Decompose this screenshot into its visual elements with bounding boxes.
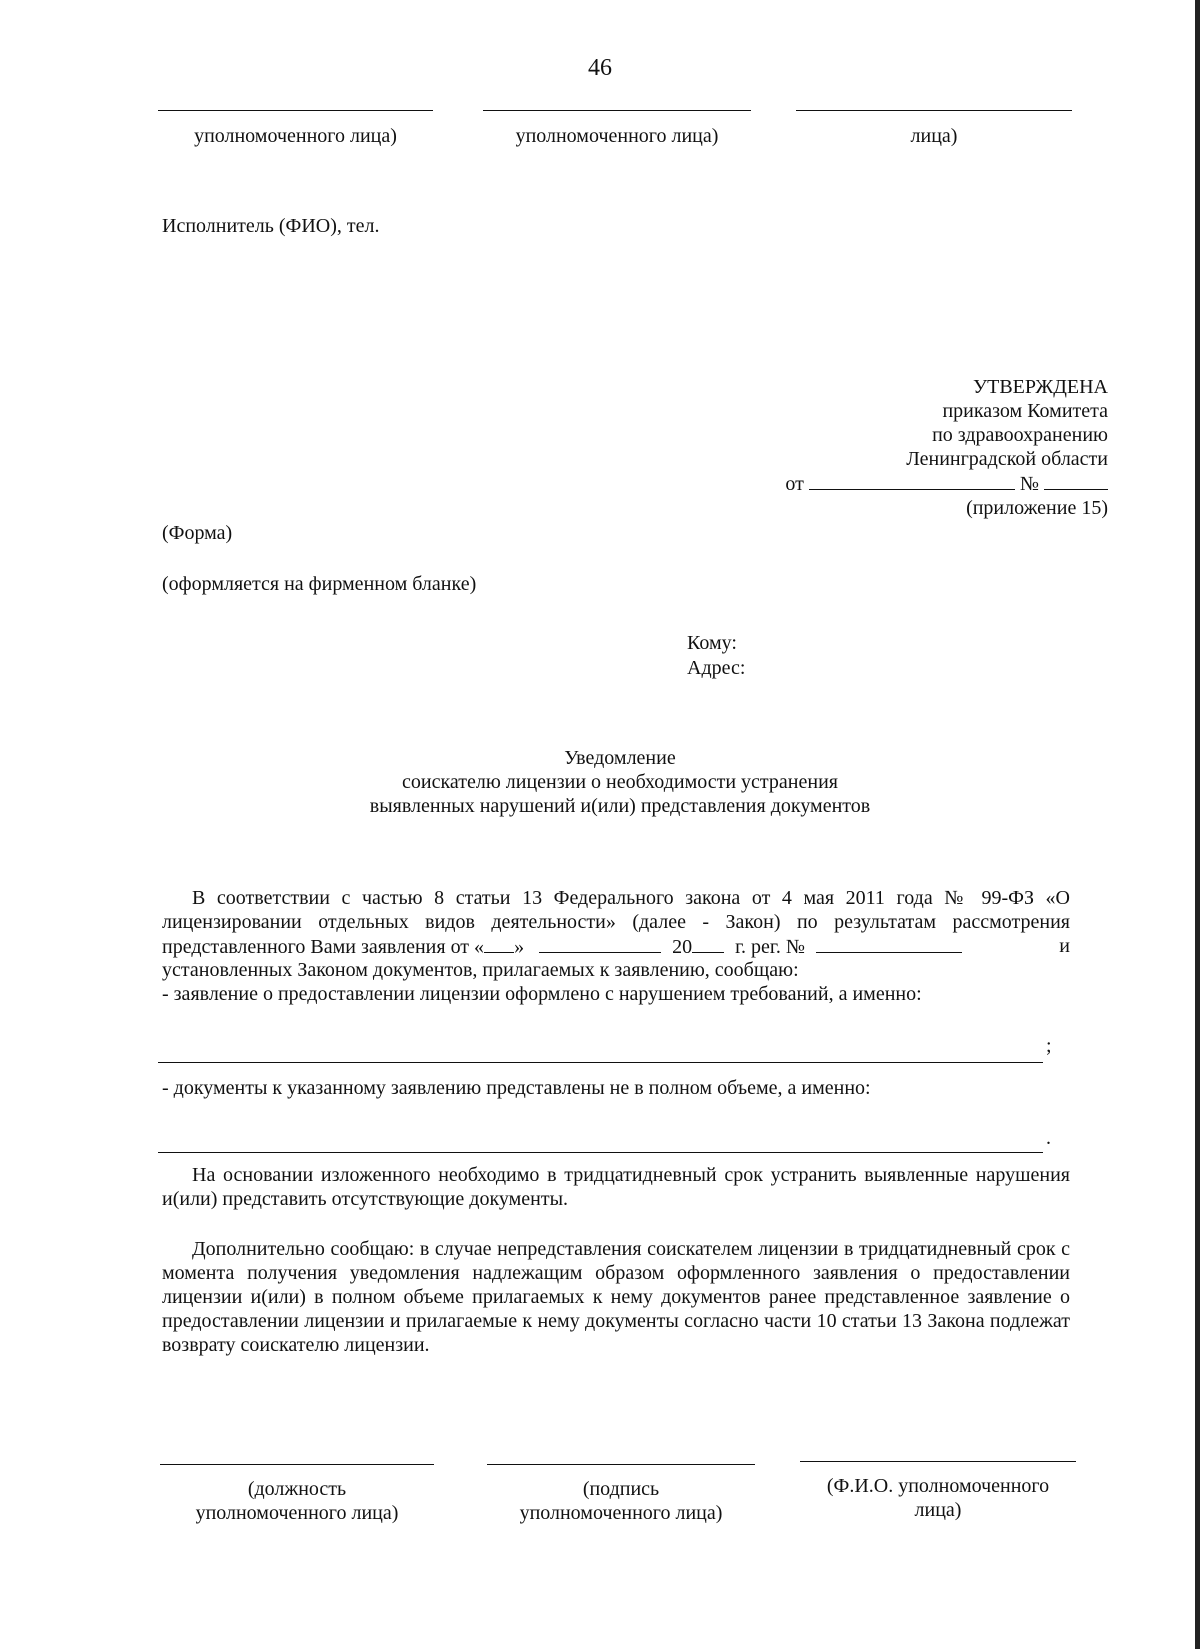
recipient-address: Адрес: (687, 657, 746, 679)
day-blank (484, 934, 514, 953)
name-caption-line-2: лица) (914, 1499, 962, 1521)
paragraph-1-line-3 (162, 934, 1070, 959)
approval-number-blank (1044, 471, 1108, 490)
item-1-text: - заявление о предоставлении лицензии оформлено с нарушением требований, а именно: (162, 983, 922, 1005)
top-signature-line-2 (483, 110, 751, 111)
top-signature-caption-1: уполномоченного лица) (194, 125, 397, 147)
item-2-fill-line (158, 1152, 1043, 1153)
bottom-signature-line-3 (800, 1461, 1076, 1462)
bottom-signature-line-1 (160, 1464, 434, 1465)
approval-title: УТВЕРЖДЕНА (972, 376, 1108, 398)
letterhead-note: (оформляется на фирменном бланке) (162, 573, 477, 595)
signature-caption-line-2: уполномоченного лица) (519, 1502, 723, 1524)
approval-line-1: приказом Комитета (942, 400, 1108, 422)
position-caption-line-2: уполномоченного лица) (195, 1502, 399, 1524)
page-number: 46 (588, 55, 612, 81)
top-signature-line-3 (796, 110, 1072, 111)
registration-number-blank (816, 934, 962, 953)
paragraph-2: На основании изложенного необходимо в тридцатидневный срок устранить выявленные нарушения и(или) представить отсутствующие документы. (162, 1164, 1070, 1210)
approval-from-label: от (785, 473, 804, 495)
notice-title: Уведомление (564, 747, 676, 769)
month-blank (539, 934, 661, 953)
notice-subtitle-2: выявленных нарушений и(или) представления документов (369, 795, 871, 817)
paragraph-1-line-1: В соответствии с частью 8 статьи 13 Федерального закона от 4 мая 2011 года № 99-ФЗ «О (192, 887, 1070, 909)
item-2-period: . (1046, 1127, 1051, 1149)
registration-label: г. рег. № (735, 936, 805, 958)
paragraph-3: Дополнительно сообщаю: в случае непредставления соискателем лицензии в тридцатидневный срок с момента получения уведомления надлежащим образом оформленного заявления о предоставлении лицензии и(или) в полном объеме прилагаемых к нему документов ранее представленное заявление о предоставлении лицензии и прилагаемые к нему документы согласно части 10 статьи 13 Закона подлежат возврату соискателю лицензии. (162, 1238, 1070, 1356)
year-prefix: 20 (672, 936, 693, 958)
name-signature-caption (800, 1474, 1076, 1522)
signature-caption-line-1: (подпись (582, 1478, 660, 1500)
signature-caption (487, 1477, 755, 1525)
approval-date-number (700, 471, 1108, 496)
paragraph-1-line-2: лицензировании отдельных видов деятельности» (далее - Закон) по результатам рассмотрения (162, 911, 1070, 933)
position-signature-caption (160, 1477, 434, 1525)
top-signature-caption-3: лица) (910, 125, 958, 147)
executor-line: Исполнитель (ФИО), тел. (162, 215, 380, 237)
approval-line-3: Ленинградской области (906, 448, 1108, 470)
approval-date-blank (809, 471, 1015, 490)
scan-edge-border (1195, 0, 1200, 1649)
recipient-to: Кому: (687, 632, 737, 654)
bottom-signature-line-2 (487, 1464, 755, 1465)
item-1-semicolon: ; (1046, 1035, 1052, 1057)
approval-number-sign: № (1019, 473, 1039, 495)
approval-line-2: по здравоохранению (932, 424, 1108, 446)
application-date-prefix: представленного Вами заявления от « (162, 936, 485, 958)
top-signature-line-1 (158, 110, 433, 111)
year-blank (692, 934, 724, 953)
paragraph-1-line-4: установленных Законом документов, прилагаемых к заявлению, сообщаю: (162, 959, 799, 981)
top-signature-caption-2: уполномоченного лица) (515, 125, 719, 147)
notice-subtitle-1: соискателю лицензии о необходимости устранения (402, 771, 838, 793)
item-1-fill-line (158, 1062, 1043, 1063)
notice-heading (160, 746, 1080, 818)
item-2-text: - документы к указанному заявлению представлены не в полном объеме, а именно: (162, 1077, 871, 1099)
paragraph-1-line-3-end: и (1059, 935, 1070, 957)
approval-appendix: (приложение 15) (966, 497, 1108, 519)
application-date-quote: » (514, 936, 525, 958)
form-label: (Форма) (162, 522, 233, 544)
approval-block (700, 375, 1108, 520)
name-caption-line-1: (Ф.И.О. уполномоченного (826, 1475, 1050, 1497)
position-caption-line-1: (должность (247, 1478, 347, 1500)
